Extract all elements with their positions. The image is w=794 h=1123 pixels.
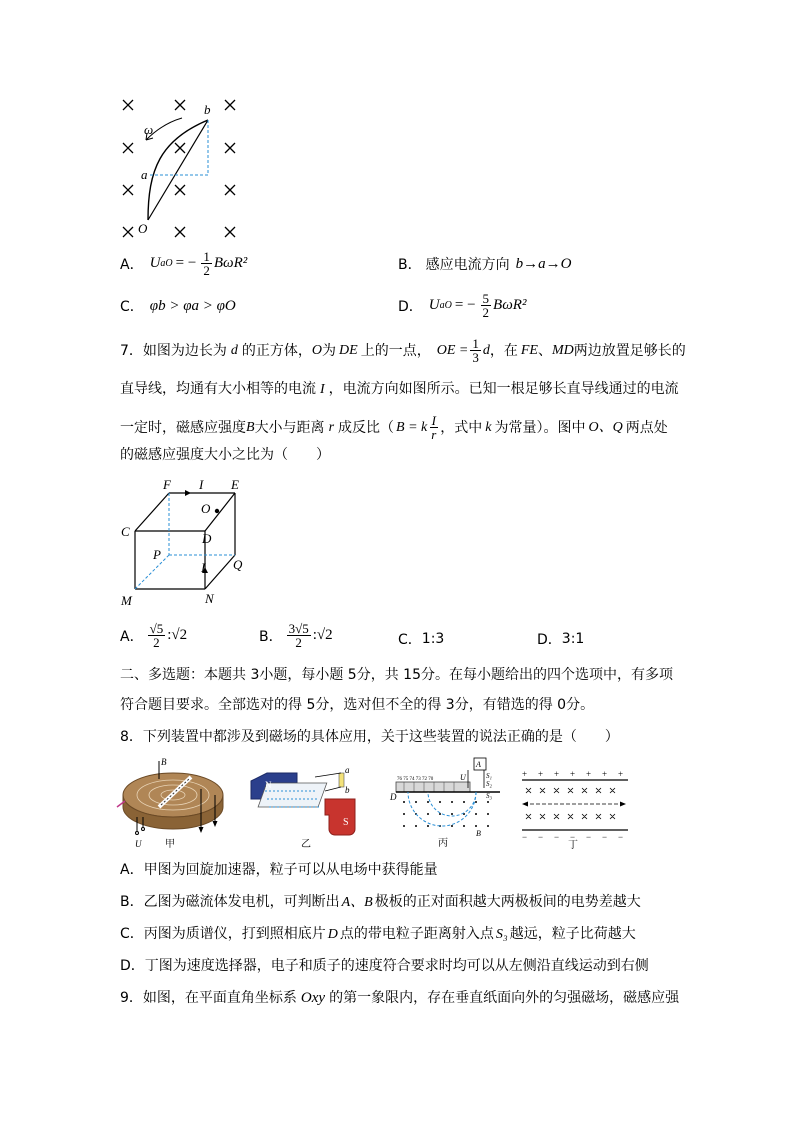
q8-option-b[interactable]: B．乙图为磁流体发电机，可判断出 A、B 极板的正对面积越大两极板间的电势差越大 — [120, 894, 641, 910]
label-I2: I — [201, 560, 206, 575]
q7-stem-line3: 一定时，磁感应强度 B 大小与距离 r 成反比（ B = k $\frac{I}{r}$ ，式中 k 为常量）。图中 O、Q 两点处 — [120, 413, 668, 442]
svg-text:+: + — [602, 770, 608, 779]
current-arrow-top — [185, 490, 191, 496]
fraction: $\frac{3√5}{2}$ — [288, 621, 309, 650]
chord-Ob — [148, 120, 208, 220]
fraction: $\frac{I}{r}$ — [431, 413, 437, 442]
label-S3: S₃ — [486, 792, 492, 800]
field-cross — [225, 185, 235, 195]
q7-option-a[interactable]: A． $\frac{√5}{2}$ :√2 — [120, 621, 188, 650]
caption-yi: 乙 — [301, 839, 311, 850]
photo-plate — [396, 782, 470, 792]
q6-option-b[interactable]: B． 感应电流方向 b→a→O — [398, 255, 572, 273]
svg-text:−: − — [538, 832, 544, 842]
svg-text:+: + — [538, 770, 544, 779]
field-cross — [175, 227, 185, 237]
label-M: M — [121, 593, 132, 608]
label-a: a — [141, 167, 148, 182]
q8-option-c[interactable]: C．丙图为质谱仪，打到照相底片 D 点的带电粒子距离射入点 S₃ 越远，粒子比荷越大 — [120, 926, 636, 942]
field-cross — [123, 185, 133, 195]
q7-stem-line1: 7．如图为边长为 d 的正方体， O 为 DE 上的一点， OE = $\frac{1}{3}$ d ，在 FE 、 MD 两边放置足够长的 — [120, 336, 686, 365]
label-A: A — [476, 760, 481, 769]
fraction: $\frac{5}{2}$ — [482, 291, 490, 320]
label-D: D — [390, 792, 397, 802]
q7-option-d[interactable]: D． 3:1 — [537, 631, 585, 648]
svg-text:+: + — [586, 770, 592, 779]
field-cross — [175, 143, 185, 153]
rotating-rod-figure — [110, 90, 250, 240]
label-P: P — [153, 547, 161, 562]
label-O: O — [201, 501, 211, 516]
point-O — [215, 509, 219, 513]
label-S1: S₁ — [486, 772, 492, 780]
label-E: E — [231, 477, 239, 492]
field-cross — [175, 100, 185, 110]
svg-text:+: + — [554, 770, 560, 779]
label-omega: ω — [144, 122, 154, 137]
label-I1: I — [199, 477, 204, 492]
fraction: $\frac{1}{2}$ — [203, 249, 210, 278]
q7-stem-line4: 的磁感应强度大小之比为（ ） — [120, 447, 330, 463]
cube-figure — [115, 475, 255, 613]
label-b: b — [204, 102, 211, 117]
q6-option-d[interactable]: D． U aO = − $\frac{5}{2}$ BωR² — [398, 291, 527, 320]
edge-CF — [135, 493, 169, 531]
label-F: F — [163, 477, 171, 492]
field-cross — [123, 227, 133, 237]
q7-option-b[interactable]: B． $\frac{3√5}{2}$ :√2 — [259, 621, 333, 650]
label-C: C — [121, 524, 130, 539]
cyclotron-figure — [115, 755, 230, 850]
q8-stem: 8．下列装置中都涉及到磁场的具体应用，关于这些装置的说法正确的是（ ） — [120, 729, 619, 745]
label-b: b — [345, 785, 350, 795]
field-cross — [123, 100, 133, 110]
field-cross — [225, 100, 235, 110]
q9-stem: 9．如图，在平面直角坐标系 Oxy 的第一象限内，存在垂直纸面向外的匀强磁场，磁感应强 — [120, 990, 680, 1006]
svg-text:+: + — [522, 770, 528, 779]
mhd-generator-figure — [245, 755, 370, 850]
svg-text:−: − — [522, 832, 528, 842]
q8-option-d[interactable]: D．丁图为速度选择器，电子和质子的速度符合要求时均可以从左侧沿直线运动到右侧 — [120, 958, 649, 974]
label-B: B — [476, 829, 481, 838]
label-D: D — [202, 531, 212, 546]
svg-text:+: + — [570, 770, 576, 779]
edge-NQ — [205, 555, 235, 589]
field-cross — [123, 143, 133, 153]
svg-text:−: − — [586, 832, 592, 842]
label-N: N — [205, 591, 214, 606]
section-2-line1: 二、多选题：本题共 3小题，每小题 5分，共 15分。在每小题给出的四个选项中，有多项 — [120, 667, 673, 683]
field-cross — [225, 227, 235, 237]
label-scale: 76 75 74 73 72 70 — [397, 777, 434, 782]
svg-text:−: − — [618, 832, 624, 842]
q8-option-a[interactable]: A．甲图为回旋加速器，粒子可以从电场中获得能量 — [120, 862, 438, 878]
label-a: a — [345, 765, 350, 775]
label-S: S — [343, 817, 349, 828]
q7-option-c[interactable]: C． 1:3 — [398, 631, 445, 648]
section-2-line2: 符合题目要求。全部选对的得 5分，选对但不全的得 3分，有错选的得 0分。 — [120, 697, 595, 713]
cross-field — [526, 788, 615, 819]
trajectory-outer — [408, 792, 476, 826]
field-cross — [225, 143, 235, 153]
label-B: B — [161, 757, 167, 767]
label-N: N — [265, 780, 272, 790]
q6-option-c[interactable]: C． φb > φa > φO — [120, 297, 236, 315]
label-S2: S₂ — [486, 780, 492, 788]
hidden-edge-MP — [135, 555, 169, 589]
svg-text:−: − — [570, 832, 576, 842]
caption-ding: 丁 — [568, 840, 578, 850]
field-cross — [175, 185, 185, 195]
fraction: $\frac{1}{3}$ — [472, 336, 479, 365]
label-O: O — [138, 221, 148, 236]
svg-text:−: − — [554, 832, 560, 842]
velocity-selector-figure — [518, 770, 633, 850]
q7-stem-line2: 直导线，均通有大小相等的电流 I ，电流方向如图所示。已知一根足够长直导线通过的电流 — [120, 381, 679, 397]
fraction: $\frac{√5}{2}$ — [149, 621, 164, 650]
label-U: U — [460, 773, 466, 782]
svg-text:−: − — [602, 832, 608, 842]
svg-text:+: + — [618, 770, 624, 779]
mass-spectrometer-figure — [388, 752, 503, 850]
caption-bing: 丙 — [438, 838, 448, 849]
label-Q: Q — [233, 557, 243, 572]
label-U: U — [135, 839, 142, 849]
magnet-S — [325, 799, 355, 835]
q6-option-a[interactable]: A． U aO = − $\frac{1}{2}$ BωR² — [120, 249, 248, 278]
load — [339, 773, 344, 787]
caption-jia: 甲 — [165, 839, 175, 850]
